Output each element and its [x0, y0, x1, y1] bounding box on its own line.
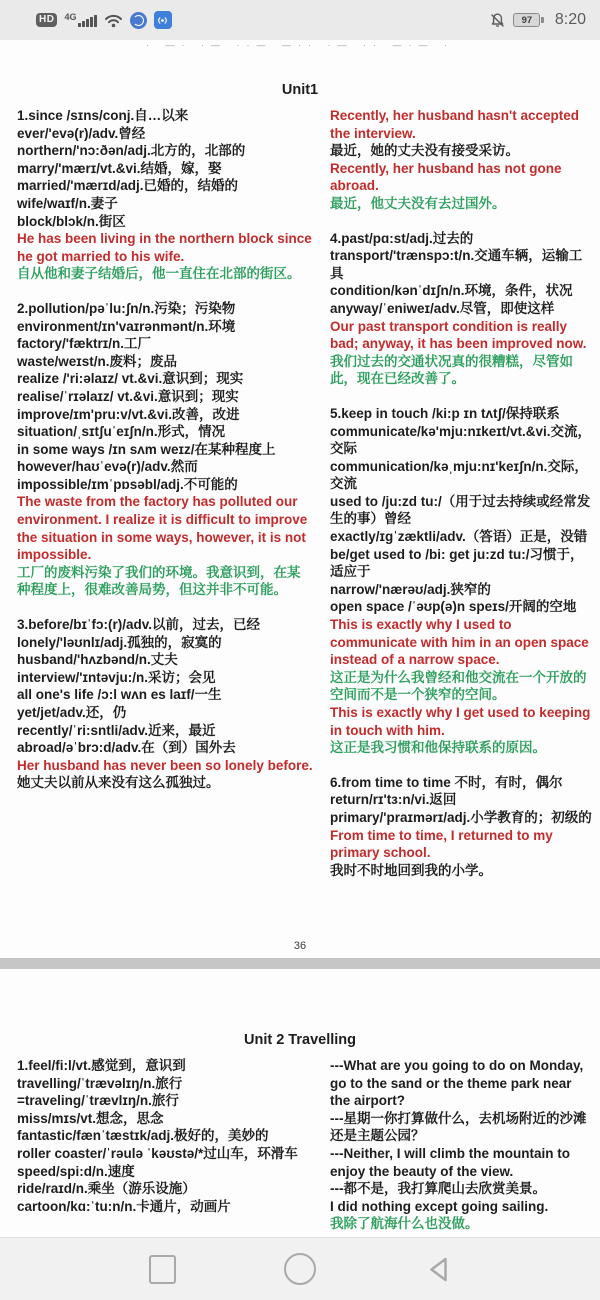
page-break-divider	[0, 958, 600, 969]
vocab-line: travelling/ˈtrævəlɪŋ/n.旅行	[17, 1075, 183, 1091]
vocab-line: 5.keep in touch /ki:p ɪn tʌtʃ/保持联系	[330, 405, 560, 421]
vocab-line: exactly/ɪgˈzæktli/adv.（答语）正是，没错	[330, 529, 588, 545]
two-column-layout	[0, 99, 600, 896]
document-viewer[interactable]	[0, 40, 600, 1237]
vocab-line: all one's life /ɔ:l wʌn es laɪf/一生	[17, 687, 222, 703]
vocab-line: roller coaster/ˈrəulə ˈkəʊstə/*过山车，环滑车	[17, 1145, 298, 1161]
example-sentence-zh: 我们过去的交通状况真的很糟糕，尽管如此，现在已经改善了。	[330, 353, 573, 387]
vocab-line: return/rɪ'tɜ:n/vi.返回	[330, 792, 457, 808]
vocab-line: condition/kənˈdɪʃn/n.环境，条件，状况	[330, 283, 573, 299]
vocab-section	[17, 300, 313, 599]
vocab-line: transport/'trænspɔ:t/n.交通车辆，运输工具	[330, 248, 583, 281]
example-sentence-en: This is exactly why I get used to keeping in touch with him.	[330, 705, 591, 738]
vocab-line: ever/'evə(r)/adv.曾经	[17, 125, 146, 141]
hotspot-icon	[154, 11, 172, 29]
vocab-line: anyway/ˈeniweɪ/adv.尽管，即使这样	[330, 300, 555, 316]
android-nav-bar	[0, 1237, 600, 1300]
vocab-line: improve/ɪm'pru:v/vt.&vi.改善，改进	[17, 406, 240, 422]
page-title: Unit 2 Travelling	[244, 1032, 356, 1048]
example-sentence-en: The waste from the factory has polluted our environment. I realize it is difficult to improve the situation in some ways, however, it is not impossible.	[17, 494, 308, 563]
home-circle-icon	[284, 1253, 316, 1285]
clock-app-icon	[130, 12, 147, 29]
battery-percent: 97	[521, 14, 533, 26]
vocab-line: ---What are you going to do on Monday, go to the sand or the theme park near the airport?	[330, 1058, 584, 1109]
example-sentence-en: Our past transport condition is really bad; anyway, it has been improved now.	[330, 318, 587, 352]
page-1	[0, 40, 600, 958]
vocab-line: northern/'nɔ:ðən/adj.北方的，北部的	[17, 143, 246, 159]
vocab-line: environment/ɪn'vaɪrənmənt/n.环境	[17, 318, 236, 334]
cellular-signal-icon	[64, 11, 97, 27]
vocab-line: be/get used to /bi: get ju:zd tu:/习惯于，适应于	[330, 546, 584, 580]
right-column	[330, 107, 592, 896]
right-column	[330, 1057, 592, 1237]
vocab-line: interview/'ɪntəvju:/n.采访；会见	[17, 669, 216, 685]
vocab-line: marry/'mærɪ/vt.&vi.结婚，嫁，娶	[17, 160, 222, 176]
hd-icon: HD	[36, 13, 57, 27]
vocab-line: speed/spi:d/n.速度	[17, 1163, 135, 1179]
vocab-section	[17, 616, 313, 792]
page-2	[0, 969, 600, 1237]
left-column	[17, 107, 313, 896]
vocab-line: waste/weɪst/n.废料；废品	[17, 353, 178, 369]
vocab-line: recently/ˈri:sntli/adv.近来，最近	[17, 722, 216, 738]
example-sentence-zh: 工厂的废料污染了我们的环境。我意识到，在某种程度上，很难改善局势，但这并非不可能。	[17, 564, 301, 598]
home-button[interactable]	[283, 1252, 317, 1286]
example-sentence-zh: 这正是我习惯和他保持联系的原因。	[330, 740, 546, 756]
vocab-line: open space /ˈəʊp(ə)n speɪs/开阔的空地	[330, 599, 577, 615]
vocab-line: situation/ˌsɪtʃuˈeɪʃn/n.形式，情况	[17, 424, 226, 440]
recents-button[interactable]	[145, 1252, 179, 1286]
wifi-icon	[104, 13, 123, 28]
vocab-section	[330, 230, 592, 388]
vocab-line: ride/raɪd/n.乘坐（游乐设施）	[17, 1181, 196, 1197]
vocab-line: husband/'hʌzbənd/n.丈夫	[17, 652, 178, 668]
vocab-line: primary/'praɪmərɪ/adj.小学教育的；初级的	[330, 809, 592, 825]
example-sentence-zh: 自从他和妻子结婚后，他一直住在北部的街区。	[17, 266, 301, 282]
mute-bell-icon	[489, 12, 506, 29]
clipped-text-fragment: · —· ·— ··— —·· ·— ·· —·— ·	[146, 40, 454, 48]
vocab-line: communication/kəˌmju:nɪ'keɪʃn/n.交际，交流	[330, 458, 588, 492]
vocab-section	[330, 107, 592, 213]
vocab-line: 1.feel/fi:l/vt.感觉到，意识到	[17, 1058, 186, 1073]
example-sentence-en: This is exactly why I used to communicate with him in an open space instead of a narrow space.	[330, 617, 589, 668]
recents-square-icon	[149, 1255, 176, 1284]
status-left-icons	[36, 11, 172, 29]
vocab-section	[330, 405, 592, 757]
status-time: 8:20	[554, 11, 586, 28]
vocab-line: used to /ju:zd tu:/（用于过去持续或经常发生的事）曾经	[330, 493, 591, 527]
vocab-line: =traveling/ˈtrævlɪŋ/n.旅行	[17, 1093, 179, 1109]
example-sentence-en: Recently, her husband has not gone abroad.	[330, 160, 562, 194]
vocab-section	[330, 774, 592, 880]
vocab-line: I did nothing except going sailing.	[330, 1198, 549, 1214]
vocab-section	[330, 1057, 592, 1233]
two-column-layout	[0, 1049, 600, 1237]
vocab-section	[17, 1057, 313, 1215]
example-sentence-en: From time to time, I returned to my primary school.	[330, 827, 553, 861]
vocab-line: cartoon/kɑ:ˈtu:n/n.卡通片，动画片	[17, 1198, 231, 1214]
vocab-line: in some ways /ɪn sʌm weɪz/在某种程度上	[17, 441, 276, 457]
vocab-line: ---星期一你打算做什么，去机场附近的沙滩还是主题公园？	[330, 1110, 587, 1144]
vocab-line: fantastic/fænˈtæstɪk/adj.极好的，美妙的	[17, 1128, 269, 1144]
example-sentence-zh: 我除了航海什么也没做。	[330, 1216, 479, 1232]
status-bar	[0, 0, 600, 40]
vocab-line: lonely/'ləʊnlɪ/adj.孤独的，寂寞的	[17, 634, 222, 650]
vocab-line: factory/'fæktrɪ/n.工厂	[17, 336, 151, 352]
battery-icon	[513, 13, 544, 27]
left-column	[17, 1057, 313, 1237]
vocab-line: married/'mærɪd/adj.已婚的，结婚的	[17, 178, 238, 194]
example-sentence-en: Recently, her husband hasn't accepted the interview.	[330, 108, 580, 141]
status-right-icons	[489, 11, 586, 29]
page-number: 36	[293, 940, 307, 952]
vocab-line: wife/waɪf/n.妻子	[17, 195, 118, 211]
back-triangle-icon	[425, 1255, 452, 1284]
vocab-line: 3.before/bɪˈfɔ:(r)/adv.以前，过去，已经	[17, 617, 260, 633]
vocab-line: realise/ˈrɪəlaɪz/ vt.&vi.意识到；现实	[17, 388, 239, 404]
vocab-line: however/haʊˈevə(r)/adv.然而	[17, 459, 198, 475]
signal-bars-icon	[78, 14, 97, 27]
vocab-line: communicate/kə'mju:nɪkeɪt/vt.&vi.交流，交际	[330, 423, 591, 457]
example-sentence-zh: 这正是为什么我曾经和他交流在一个开放的空间而不是一个狭窄的空间。	[330, 669, 587, 703]
vocab-line: yet/jet/adv.还，仍	[17, 705, 127, 720]
vocab-line: block/blɔk/n.街区	[17, 213, 126, 229]
vocab-line: impossible/ɪmˈpɒsəbl/adj.不可能的	[17, 476, 238, 492]
vocab-line: realize /'ri:əlaɪz/ vt.&vi.意识到；现实	[17, 371, 244, 387]
example-sentence-en: Her husband has never been so lonely before.	[17, 757, 313, 773]
page-title: Unit1	[281, 82, 319, 98]
vocab-line: 6.from time to time 不时，有时，偶尔	[330, 774, 563, 790]
example-sentence-zh: 最近，他丈夫没有去过国外。	[330, 195, 506, 211]
vocab-line: abroad/əˈbrɔ:d/adv.在（到）国外去	[17, 740, 236, 756]
vocab-line: ---Neither, I will climb the mountain to enjoy the beauty of the view.	[330, 1145, 571, 1179]
network-type-label: 4G	[64, 11, 77, 22]
vocab-line: ---都不是，我打算爬山去欣赏美景。	[330, 1181, 546, 1197]
vocab-line: narrow/'nærəʊ/adj.狭窄的	[330, 581, 491, 597]
back-button[interactable]	[421, 1252, 455, 1286]
vocab-line: 最近，她的丈夫没有接受采访。	[330, 143, 519, 159]
vocab-section	[17, 107, 313, 283]
example-sentence-en: He has been living in the northern block since he got married to his wife.	[17, 231, 312, 264]
vocab-line: miss/mɪs/vt.想念，思念	[17, 1110, 164, 1126]
vocab-line: 4.past/pɑ:st/adj.过去的	[330, 230, 474, 246]
vocab-line: 我时不时地回到我的小学。	[330, 862, 492, 878]
vocab-line: 2.pollution/pəˈlu:ʃn/n.污染；污染物	[17, 300, 236, 316]
vocab-line: 她丈夫以前从来没有这么孤独过。	[17, 775, 220, 791]
vocab-line: 1.since /sɪns/conj.自…以来	[17, 108, 189, 123]
